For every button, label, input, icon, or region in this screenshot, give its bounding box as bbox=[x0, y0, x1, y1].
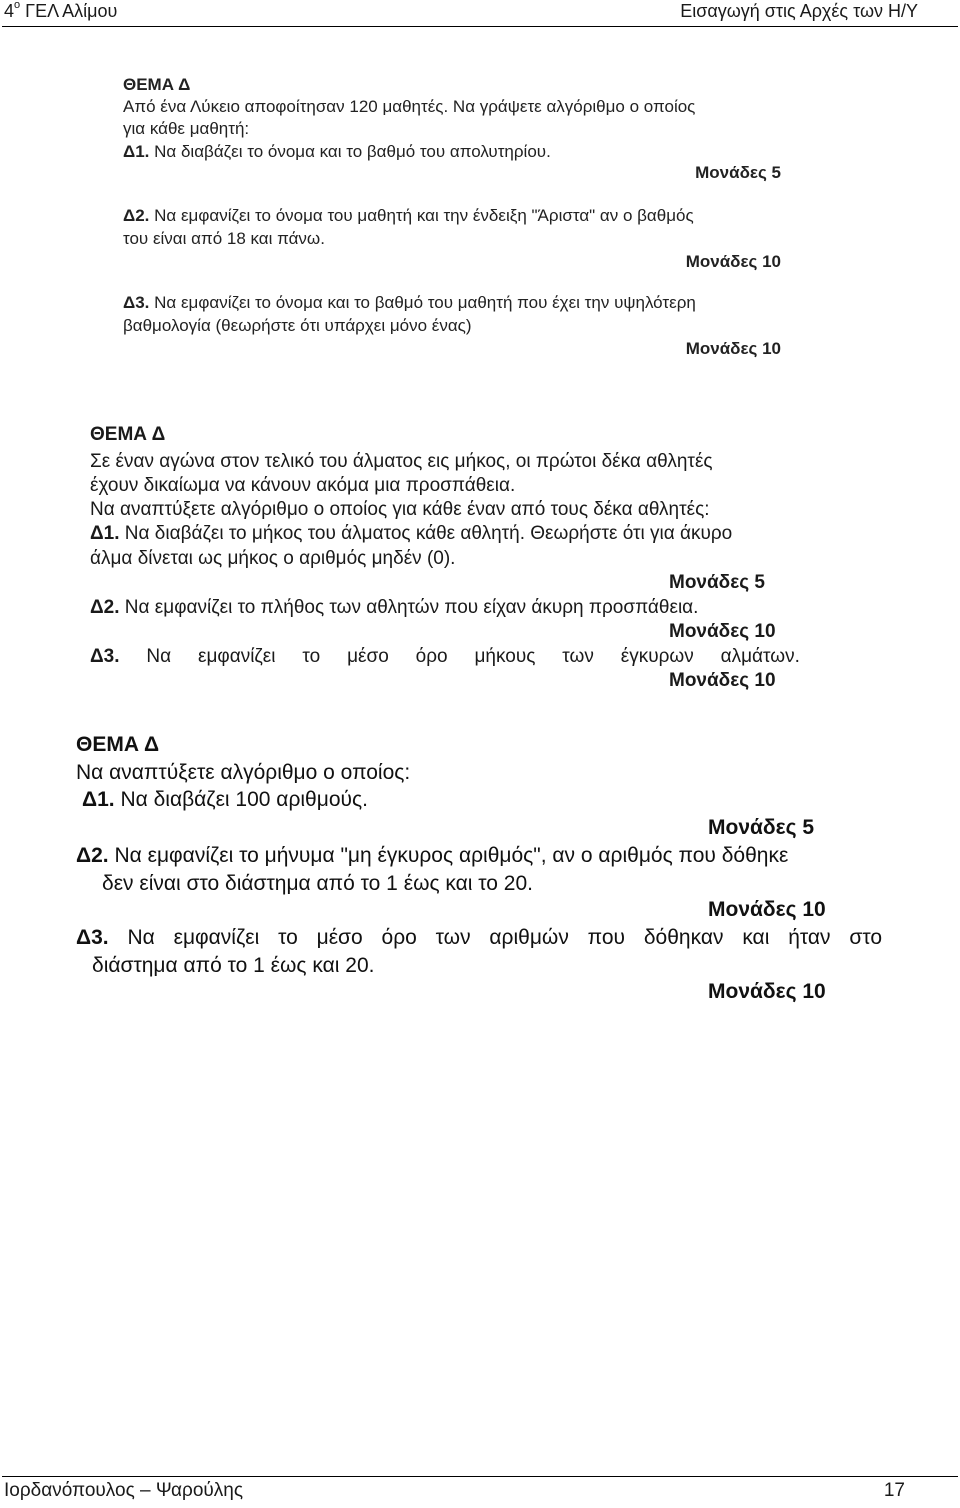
exercise-intro: έχουν δικαίωμα να κάνουν ακόμα μια προσπάθεια. bbox=[90, 475, 516, 496]
exercise-intro: για κάθε μαθητή: bbox=[123, 119, 250, 138]
points-label: Μονάδες 5 bbox=[695, 163, 781, 182]
points-label: Μονάδες 10 bbox=[669, 621, 776, 642]
page-number: 17 bbox=[883, 1480, 905, 1501]
exercise-title: ΘΕΜΑ Δ bbox=[90, 424, 166, 445]
question-d3: Δ3. Να εμφανίζει το μέσο όρο μήκους των έγκυρων αλμάτων. bbox=[90, 646, 800, 667]
exercise-intro: Από ένα Λύκειο αποφοίτησαν 120 μαθητές. Να γράψετε αλγόριθμο ο οποίος bbox=[123, 97, 696, 116]
page-header bbox=[0, 0, 960, 27]
course-title: Εισαγωγή στις Αρχές των Η/Υ bbox=[680, 1, 918, 21]
exercise-intro: Να αναπτύξετε αλγόριθμο ο οποίος για κάθε έναν από τους δέκα αθλητές: bbox=[90, 499, 710, 520]
school-name: $4^o$ ΓΕΛ Αλίμου bbox=[4, 0, 118, 21]
footer-divider bbox=[2, 1476, 958, 1477]
header-divider bbox=[2, 26, 958, 27]
points-label: Μονάδες 5 bbox=[669, 572, 765, 593]
question-d1: Δ1. Να διαβάζει 100 αριθμούς. bbox=[82, 788, 368, 811]
points-label: Μονάδες 10 bbox=[708, 980, 826, 1003]
question-d2: Δ2. Να εμφανίζει το όνομα του μαθητή και την ένδειξη "Άριστα" αν ο βαθμός bbox=[123, 206, 694, 225]
question-d2: Δ2. Να εμφανίζει το μήνυμα "μη έγκυρος αριθμός", αν ο αριθμός που δόθηκε bbox=[76, 844, 789, 867]
question-d1: Δ1. Να διαβάζει το όνομα και το βαθμό του απολυτηρίου. bbox=[123, 142, 551, 161]
footer-authors: Ιορδανόπουλος – Ψαρούλης bbox=[4, 1480, 243, 1501]
question-d3: Δ3. Να εμφανίζει το μέσο όρο των αριθμών που δόθηκαν και ήταν στο bbox=[76, 926, 882, 949]
question-d2-cont: δεν είναι στο διάστημα από το 1 έως και το 20. bbox=[102, 872, 534, 895]
exercise-1 bbox=[123, 75, 793, 365]
points-label: Μονάδες 10 bbox=[708, 898, 826, 921]
exercise-title: ΘΕΜΑ Δ bbox=[123, 75, 191, 94]
question-d2: Δ2. Να εμφανίζει το πλήθος των αθλητών που είχαν άκυρη προσπάθεια. bbox=[90, 597, 699, 618]
points-label: Μονάδες 5 bbox=[708, 816, 815, 839]
question-d1-cont: άλμα δίνεται ως μήκος ο αριθμός μηδέν (0). bbox=[90, 548, 456, 569]
exercise-intro: Να αναπτύξετε αλγόριθμο ο οποίος: bbox=[76, 761, 411, 784]
exercise-title: ΘΕΜΑ Δ bbox=[76, 733, 160, 756]
question-d2-cont: του είναι από 18 και πάνω. bbox=[123, 229, 325, 248]
points-label: Μονάδες 10 bbox=[685, 252, 781, 271]
exercise-2 bbox=[90, 424, 820, 699]
question-d3-cont: διάστημα από το 1 έως και 20. bbox=[92, 954, 375, 977]
points-label: Μονάδες 10 bbox=[669, 670, 776, 691]
exercise-intro: Σε έναν αγώνα στον τελικό του άλματος εις μήκος, οι πρώτοι δέκα αθλητές bbox=[90, 451, 713, 472]
question-d1: Δ1. Να διαβάζει το μήκος του άλματος κάθε αθλητή. Θεωρήστε ότι για άκυρο bbox=[90, 523, 733, 544]
question-d3-cont: βαθμολογία (θεωρήστε ότι υπάρχει μόνο ένας) bbox=[123, 316, 472, 335]
question-d3: Δ3. Να εμφανίζει το όνομα και το βαθμό του μαθητή που έχει την υψηλότερη bbox=[123, 293, 696, 312]
points-label: Μονάδες 10 bbox=[685, 339, 781, 358]
exercise-3 bbox=[76, 733, 896, 1013]
